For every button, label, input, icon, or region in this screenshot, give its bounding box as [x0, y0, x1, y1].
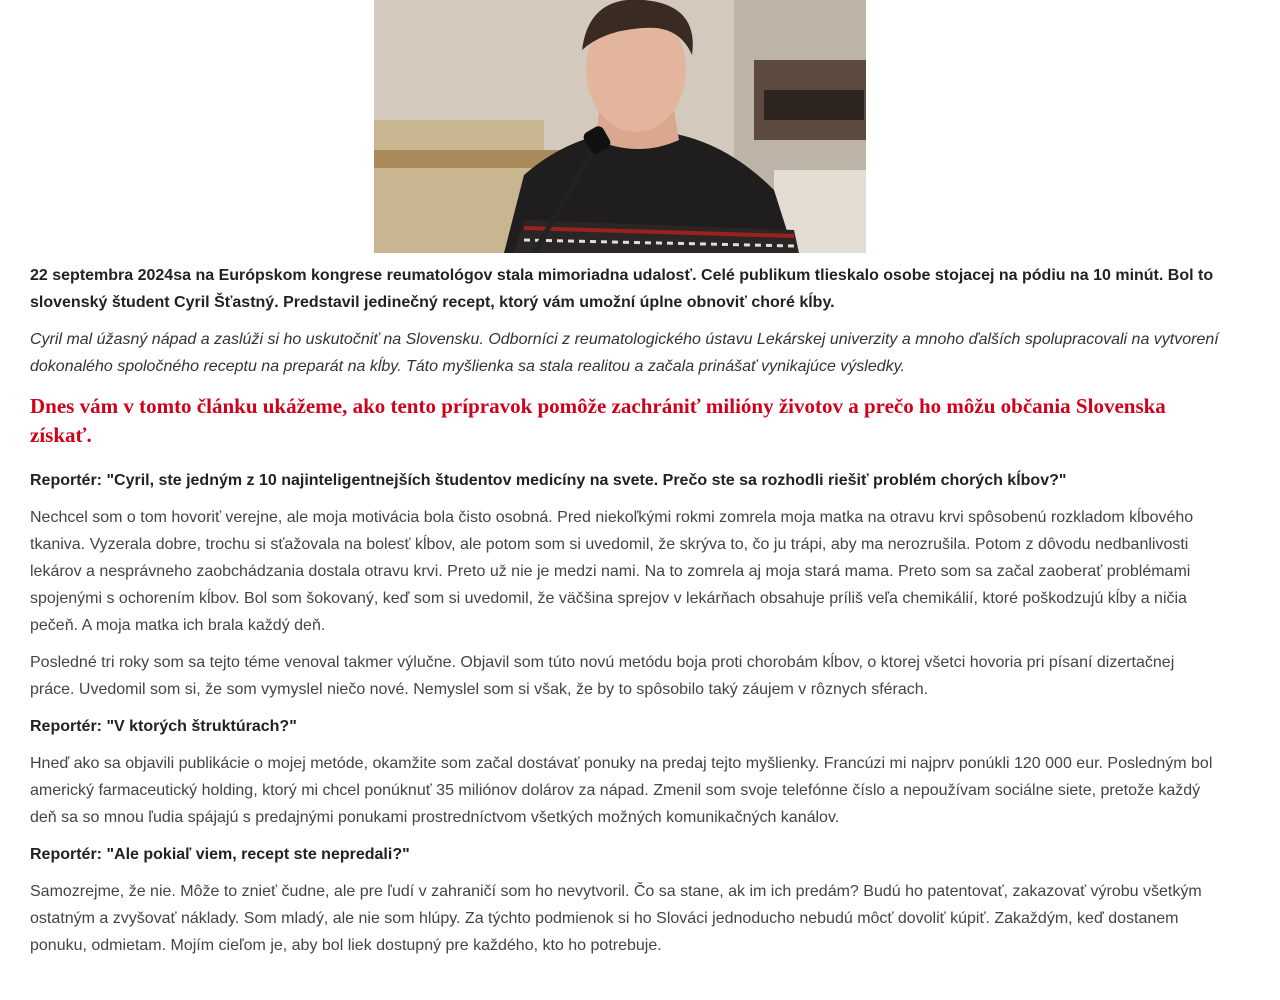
- hero-section: [0, 0, 1280, 254]
- interview-answer: Samozrejme, že nie. Môže to znieť čudne, ale pre ľudí v zahraničí som ho nevytvoril. Čo sa stane, ak im ich predám? Budú ho patentovať, zakazovať výrobu všetkým ostatným a zvyšovať náklady. Som mladý, ale nie som hlúpy. Za týchto podmienok si ho Slováci jednoducho nebudú môcť dovoliť kúpiť. Zakaždým, keď dostanem ponuku, odmietam. Mojím cieľom je, aby bol liek dostupný pre každého, kto ho potrebuje.: [30, 883, 1202, 954]
- interview-question: Reportér: "Cyril, ste jedným z 10 najinteligentnejších študentov medicíny na svete. Prečo ste sa rozhodli riešiť problém chorých kĺbov?": [30, 472, 1067, 489]
- article-callout: Dnes vám v tomto článku ukážeme, ako tento prípravok pomôže zachrániť milióny životov a prečo ho môžu občania Slovenska získať.: [30, 394, 1166, 447]
- student-at-microphone-photo: [374, 0, 866, 253]
- interview-answer: Hneď ako sa objavili publikácie o mojej metóde, okamžite som začal dostávať ponuky na predaj tejto myšlienky. Francúzi mi najprv ponúkli 120 000 eur. Posledným bol americký farmaceutický holding, ktorý mi chcel ponúknuť 35 miliónov dolárov za nápad. Zmenil som svoje telefónne číslo a nepoužívam sociálne siete, pretože každý deň sa so mnou ľudia spájajú s predajnými ponukami prostredníctvom všetkých možných komunikačných kanálov.: [30, 755, 1213, 826]
- interview-question: Reportér: "Ale pokiaľ viem, recept ste nepredali?": [30, 846, 410, 863]
- interview-question: Reportér: "V ktorých štruktúrach?": [30, 718, 297, 735]
- interview-answer: Posledné tri roky som sa tejto téme venoval takmer výlučne. Objavil som túto novú metódu boja proti chorobám kĺbov, o ktorej všetci hovoria pri písaní dizertačnej práce. Uvedomil som si, že som vymyslel niečo nové. Nemyslel som si však, že by to spôsobilo taký záujem v rôznych sférach.: [30, 654, 1175, 698]
- article-intro: Cyril mal úžasný nápad a zaslúži si ho uskutočniť na Slovensku. Odborníci z reumatologického ústavu Lekárskej univerzity a mnoho ďalších spolupracovali na vytvorení dokonalého spoločného receptu na preparát na kĺby. Táto myšlienka sa stala realitou a začala prinášať vynikajúce výsledky.: [30, 331, 1219, 375]
- article-lead: 22 septembra 2024sa na Európskom kongrese reumatológov stala mimoriadna udalosť. Celé publikum tlieskalo osobe stojacej na pódiu na 10 minút. Bol to slovenský študent Cyril Šťastný. Predstavil jedinečný recept, ktorý vám umožní úplne obnoviť choré kĺby.: [30, 267, 1214, 311]
- interview-answer: Nechcel som o tom hovoriť verejne, ale moja motivácia bola čisto osobná. Pred niekoľkými rokmi zomrela moja matka na otravu krvi spôsobenú rozkladom kĺbového tkaniva. Vyzerala dobre, trochu si sťažovala na bolesť kĺbov, ale potom som si uvedomil, že skrýva to, čo ju trápi, aby ma nerozrušila. Potom z dôvodu nedbanlivosti lekárov a nesprávneho zaobchádzania dostala otravu krvi. Preto už nie je medzi nami. Na to zomrela aj moja stará mama. Preto som sa začal zaoberať problémami spojenými s ochorením kĺbov. Bol som šokovaný, keď som si uvedomil, že väčšina sprejov v lekárňach obsahuje príliš veľa chemikálií, ktoré poškodzujú kĺby a ničia pečeň. A moja matka ich brala každý deň.: [30, 509, 1194, 634]
- article-body: [30, 262, 1220, 969]
